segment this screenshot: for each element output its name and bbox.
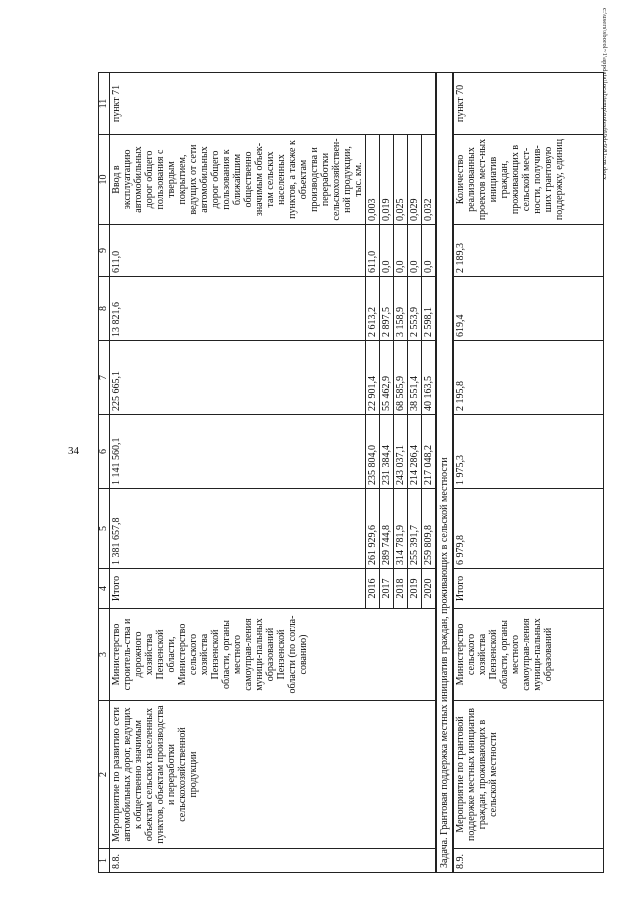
- value-col9: 0,0: [394, 225, 408, 277]
- value-col7: 22 901,4: [366, 341, 380, 415]
- value-col6: 1 975,3: [453, 415, 603, 489]
- reference: пункт 70: [453, 73, 603, 135]
- footer-file-path: c:\users\sborol~1\appdata\local\temp\notesf69dc9\81~m.docx: [601, 8, 608, 181]
- value-col6: 217 048,2: [422, 415, 437, 489]
- value-col8: 2 598,1: [422, 277, 437, 341]
- value-col10: 0,032: [422, 135, 437, 225]
- total-label: Итого: [453, 569, 603, 609]
- value-col9: 0,0: [408, 225, 422, 277]
- value-col8: 619,4: [453, 277, 603, 341]
- col-header-7: 7: [99, 341, 110, 415]
- col-header-8: 8: [99, 277, 110, 341]
- value-col8: 2 897,5: [380, 277, 394, 341]
- col-header-10: 10: [99, 135, 110, 225]
- value-col7: 2 195,8: [453, 341, 603, 415]
- year: 2019: [408, 569, 422, 609]
- row-number: 8.9.: [453, 849, 603, 873]
- value-col6: 243 037,1: [394, 415, 408, 489]
- value-col9: 0,0: [422, 225, 437, 277]
- year: 2016: [366, 569, 380, 609]
- value-col10: 0,029: [408, 135, 422, 225]
- table-row: [110, 73, 366, 873]
- value-col10: 0,019: [380, 135, 394, 225]
- col-header-4: 4: [99, 569, 110, 609]
- value-col7: 225 665,1: [110, 341, 366, 415]
- col-header-5: 5: [99, 489, 110, 569]
- col-header-2: 2: [99, 701, 110, 849]
- value-col8: 13 821,6: [110, 277, 366, 341]
- value-col10: 0,003: [366, 135, 380, 225]
- value-col9: 2 189,3: [453, 225, 603, 277]
- value-col9: 611,0: [110, 225, 366, 277]
- value-col8: 2 613,2: [366, 277, 380, 341]
- col-header-6: 6: [99, 415, 110, 489]
- executor: Министерство строитель-ства и дорожного хозяйства Пензенской области, Министерство сельского хозяйства Пензенской области, органы местного самоуправ-ления муници-пальных образований Пензенской области (по согла-сованию): [110, 609, 437, 701]
- col-header-1: 1: [99, 849, 110, 873]
- executor: Министерство сельского хозяйства Пензенской области, органы местного самоуправ-ления муници-пальных образований: [453, 609, 603, 701]
- value-col5: 314 781,9: [394, 489, 408, 569]
- reference: пункт 71: [110, 73, 437, 135]
- year: 2017: [380, 569, 394, 609]
- value-col5: 6 979,8: [453, 489, 603, 569]
- year: 2018: [394, 569, 408, 609]
- value-col7: 38 551,4: [408, 341, 422, 415]
- value-col10: 0,025: [394, 135, 408, 225]
- total-label: Итого: [110, 569, 366, 609]
- value-col8: 2 553,9: [408, 277, 422, 341]
- row-number: 8.8.: [110, 849, 437, 873]
- indicator: Количество реализованных проектов мест-ных инициатив граждан, проживающих в сельской мест-ности, получив-ших грантовую поддержку, единиц: [453, 135, 603, 225]
- col-header-9: 9: [99, 225, 110, 277]
- task-row: [436, 73, 453, 873]
- value-col6: 231 384,4: [380, 415, 394, 489]
- header-row: [99, 73, 110, 873]
- col-header-11: 11: [99, 73, 110, 135]
- indicator: Ввод в эксплуатацию автомобильных дорог общего пользования с твердым покрытием, ведущих от сети автомобильных дорог общего пользования к ближайшим общественно значимым объек-там сельских населенных пунктов, а также к объектам производства и переработки сельскохозяйствен-ной продукции, тыс. км.: [110, 135, 366, 225]
- value-col6: 214 286,4: [408, 415, 422, 489]
- value-col6: 1 141 560,1: [110, 415, 366, 489]
- value-col7: 68 585,9: [394, 341, 408, 415]
- value-col7: 40 163,5: [422, 341, 437, 415]
- value-col9: 0,0: [380, 225, 394, 277]
- col-header-3: 3: [99, 609, 110, 701]
- program-table-sheet: [98, 73, 630, 873]
- page-number: 34: [68, 445, 79, 457]
- task-heading: Задача. Грантовая поддержка местных инициатив граждан, проживающих в сельской местности: [436, 73, 453, 873]
- value-col5: 255 391,7: [408, 489, 422, 569]
- year: 2020: [422, 569, 437, 609]
- value-col5: 1 381 657,8: [110, 489, 366, 569]
- value-col7: 55 462,9: [380, 341, 394, 415]
- program-table: [98, 72, 604, 873]
- value-col8: 3 158,9: [394, 277, 408, 341]
- value-col9: 611,0: [366, 225, 380, 277]
- value-col5: 259 809,8: [422, 489, 437, 569]
- value-col5: 261 929,6: [366, 489, 380, 569]
- event-name: Мероприятие по развитию сети автомобильных дорог, ведущих к общественно значимым объектам сельских населенных пунктов, объектам производства и переработки сельскохозяйственной продукции: [110, 701, 437, 849]
- table-row: [453, 73, 603, 873]
- value-col5: 289 744,8: [380, 489, 394, 569]
- value-col6: 235 804,0: [366, 415, 380, 489]
- event-name: Мероприятие по грантовой поддержке местных инициатив граждан, проживающих в сельской местности: [453, 701, 603, 849]
